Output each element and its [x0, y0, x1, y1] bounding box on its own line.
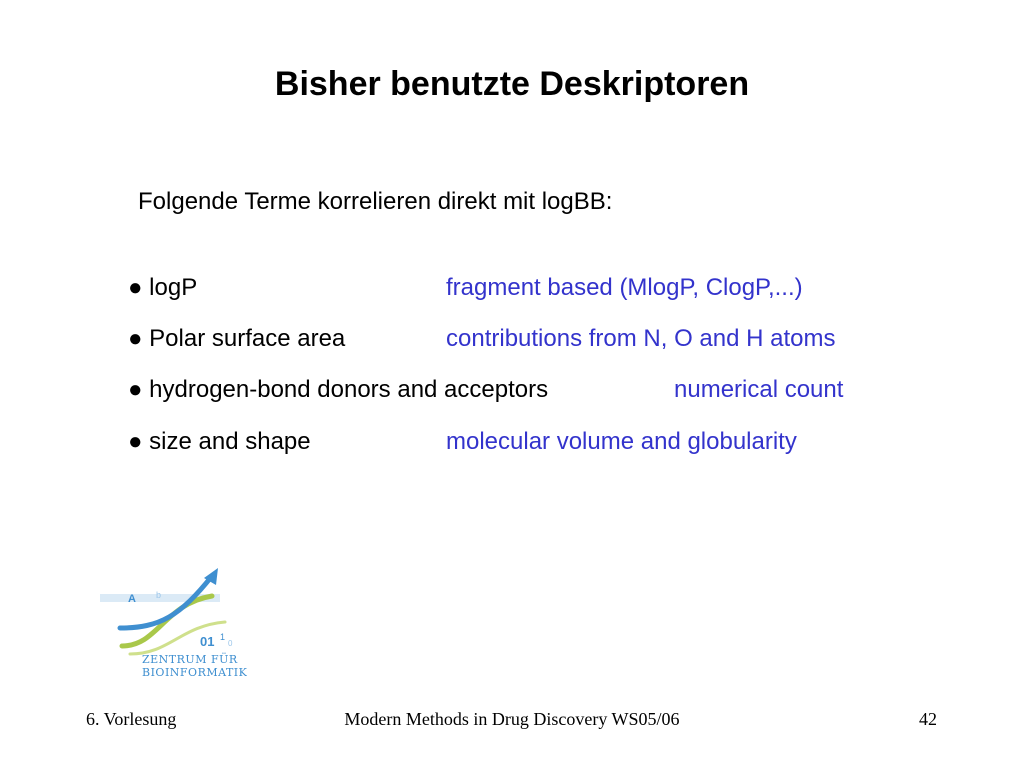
descriptor-row-size-shape: [128, 426, 1008, 458]
descriptor-row-polar-surface-area: [128, 323, 1008, 355]
descriptor-description: molecular volume and globularity: [446, 428, 797, 455]
descriptor-description: fragment based (MlogP, ClogP,...): [446, 274, 803, 301]
slide-title: Bisher benutzte Deskriptoren: [274, 65, 750, 103]
footer-course-title: Modern Methods in Drug Discovery WS05/06: [344, 709, 680, 729]
logo-digits: 01: [200, 634, 215, 649]
logo-glyph-a: A: [128, 593, 136, 605]
logo-digit-small-0: 0: [228, 639, 233, 648]
logo-glyph-b: b: [156, 590, 162, 600]
descriptor-term: ● size and shape: [128, 428, 311, 455]
descriptor-description: numerical count: [674, 376, 844, 403]
logo-wordmark-line2: BIOINFORMATIK: [142, 666, 248, 679]
footer-page-number: 42: [919, 709, 937, 729]
descriptor-term: ● hydrogen-bond donors and acceptors: [128, 376, 549, 403]
descriptor-row-logp: [128, 272, 1008, 304]
footer-lecture: 6. Vorlesung: [86, 709, 177, 729]
descriptor-description: contributions from N, O and H atoms: [446, 325, 836, 352]
logo-wordmark-line1: ZENTRUM FÜR: [142, 653, 238, 666]
zentrum-bioinformatik-logo: [100, 566, 255, 681]
descriptor-row-hydrogen-bond: [128, 374, 1008, 406]
descriptor-term: ● logP: [128, 274, 198, 301]
logo-digit-small-1: 1: [220, 632, 226, 642]
intro-text: Folgende Terme korrelieren direkt mit logBB:: [138, 188, 613, 215]
descriptor-term: ● Polar surface area: [128, 325, 346, 352]
